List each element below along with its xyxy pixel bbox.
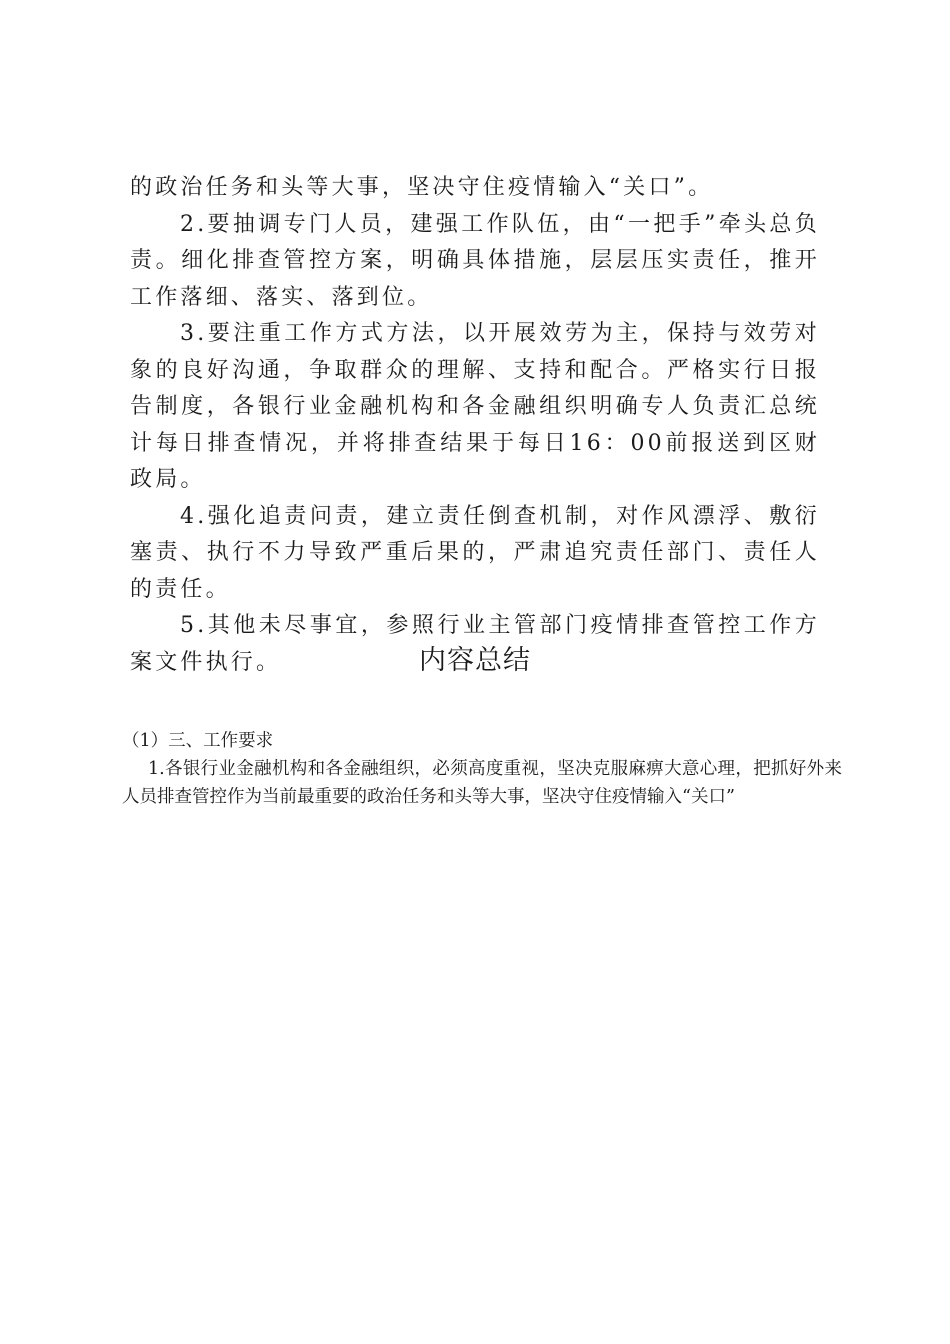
paragraph-item-3: 3.要注重工作方式方法，以开展效劳为主，保持与效劳对象的良好沟通，争取群众的理解、支持和配合。严格实行日报告制度，各银行业金融机构和各金融组织明确专人负责汇总统计每日排查情况，并将排查结果于每日16：00前报送到区财政局。 [130, 321, 820, 492]
paragraph-item-5: 5.其他未尽事宜，参照行业主管部门疫情排查管控工作方案文件执行。 [130, 613, 820, 675]
paragraph-continuation: 的政治任务和头等大事，坚决守住疫情输入“关口”。 [130, 175, 714, 200]
paragraph-item-4: 4.强化追责问责，建立责任倒查机制，对作风漂浮、敷衍塞责、执行不力导致严重后果的，严肃追究责任部门、责任人的责任。 [130, 503, 820, 602]
paragraph-item-2: 2.要抽调专门人员，建强工作队伍，由“一把手”牵头总负责。细化排查管控方案，明确具体措施，层层压实责任，推开工作落细、落实、落到位。 [130, 211, 820, 310]
document-body [130, 170, 820, 681]
summary-heading: （1）三、工作要求 [122, 731, 274, 751]
summary-section [122, 727, 842, 811]
summary-body: 1.各银行业金融机构和各金融组织，必须高度重视，坚决克服麻痹大意心理，把抓好外来人员排查管控作为当前最重要的政治任务和头等大事，坚决守住疫情输入“关口” [122, 759, 842, 807]
summary-title: 内容总结 [419, 645, 531, 676]
